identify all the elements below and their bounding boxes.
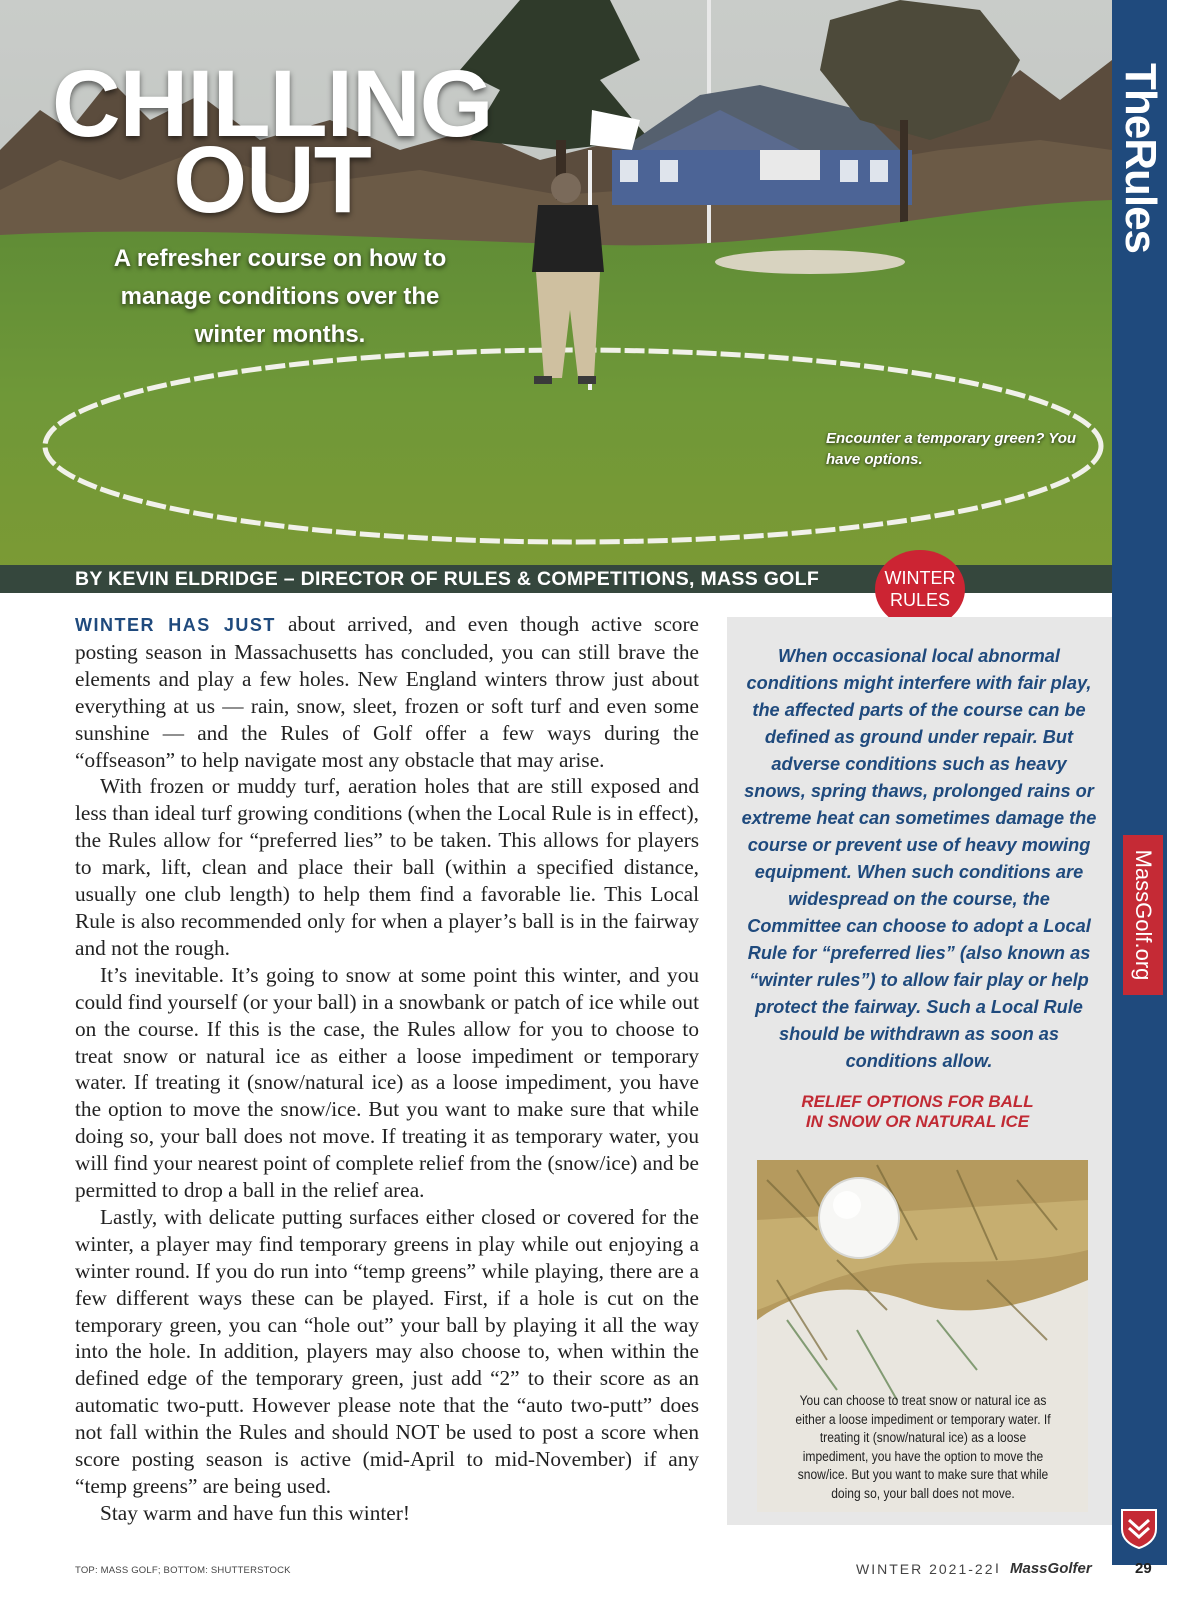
badge-line-2: RULES: [889, 590, 951, 610]
section-title: [1114, 48, 1166, 268]
paragraph-3: It’s inevitable. It’s going to snow at some point this winter, and you could find yourself (or your ball) in a snowbank or patch of ice while out on the course. If this is the case, the Rules allow for you to choose to treat snow or natural ice as either a loose impediment or temporary water. If treating it (snow/natural ice) as a loose impediment, you have the option to move the snow/ice. But you want to make sure that while doing so, your ball does not move. If treating it as temporary water, you will find your nearest point of complete relief from the (snow/ice) and be permitted to drop a ball in the relief area.: [75, 962, 699, 1203]
issue-date: WINTER 2021-22: [856, 1561, 995, 1577]
site-tab[interactable]: [1123, 835, 1163, 995]
photo-caption: Encounter a temporary green? You have options.: [826, 430, 1077, 468]
article-body: [75, 611, 699, 1527]
page-number: 29: [1135, 1560, 1152, 1577]
sidebar-heading: RELIEF OPTIONS FOR BALL IN SNOW OR NATURAL ICE: [801, 1092, 1034, 1131]
badge-line-1: WINTER: [884, 568, 956, 588]
mass-golf-shield-icon: [1118, 1507, 1160, 1549]
footer-separator: I: [995, 1560, 999, 1576]
paragraph-2: With frozen or muddy turf, aeration holes that are still exposed and less than ideal turf growing conditions (when the Local Rule is in effect), the Rules allow for “preferred lies” to be taken. This allows for players to mark, lift, clean and place their ball (within a specified distance, usually one club length) to help them find a favorable lie. This Local Rule is also recommended only for when a player’s ball is in the fairway and not the rough.: [75, 774, 699, 960]
paragraph-4: Lastly, with delicate putting surfaces either closed or covered for the winter, a player may find temporary greens in play while out enjoying a winter round. If you do run into “temp greens” while playing, there are a few different ways these can be played. First, if a hole is cut on the temporary green, you can “hole out” your ball by playing it all the way into the hole. In addition, players may also choose to, when within the defined edge of the temporary green, just add “2” to their score as an automatic two-putt. However please note that the “auto two-putt” does not fall within the Rules and should NOT be used to post a score when score posting season is active (mid-April to mid-November) if any “temp greens” are being used.: [75, 1204, 699, 1498]
site-url[interactable]: MassGolf.org: [1131, 849, 1156, 981]
paragraph-1: [75, 611, 699, 773]
section-title-text: TheRules: [1116, 62, 1165, 254]
subheadline: A refresher course on how to manage conditions over the winter months.: [113, 245, 447, 348]
lead-in: WINTER HAS JUST: [75, 615, 276, 635]
hero-photo: [0, 0, 1112, 593]
sidebar-text: When occasional local abnormal conditions might interfere with fair play, the affected parts of the course can be defined as ground under repair. But adverse conditions such as heavy snows, spring thaws, prolonged rains or extreme heat can sometimes damage the course or prevent use of heavy mowing equipment. When such conditions are widespread on the course, the Committee can choose to adopt a Local Rule for “preferred lies” (also known as “winter rules”) to allow fair play or help protect the fairway. Such a Local Rule should be withdrawn as soon as conditions allow.: [741, 646, 1097, 1071]
paragraph-1-text: about arrived, and even though active score posting season in Massachusetts has concluded, you can still brave the elements and play a few holes. New England winters throw just about everything at us — rain, snow, sleet, frozen or soft turf and even some sunshine — and the Rules of Golf offer a few ways during the “offseason” to help navigate most any obstacle that may arise.: [75, 612, 699, 772]
headline: CHILLING OUT: [52, 51, 493, 233]
photo-caption-snow: You can choose to treat snow or natural ice as either a loose impediment or temporary water. If treating it (snow/natural ice) as a loose impediment, you have the option to move the snow/ice. But you want to make sure that while doing so, your ball does not move.: [795, 1393, 1051, 1501]
paragraph-5: Stay warm and have fun this winter!: [100, 1500, 410, 1525]
byline: BY KEVIN ELDRIDGE – DIRECTOR OF RULES & COMPETITIONS, MASS GOLF: [0, 565, 1112, 593]
photo-credits: TOP: MASS GOLF; BOTTOM: SHUTTERSTOCK: [75, 1565, 291, 1576]
magazine-name: MassGolfer: [1010, 1560, 1092, 1577]
